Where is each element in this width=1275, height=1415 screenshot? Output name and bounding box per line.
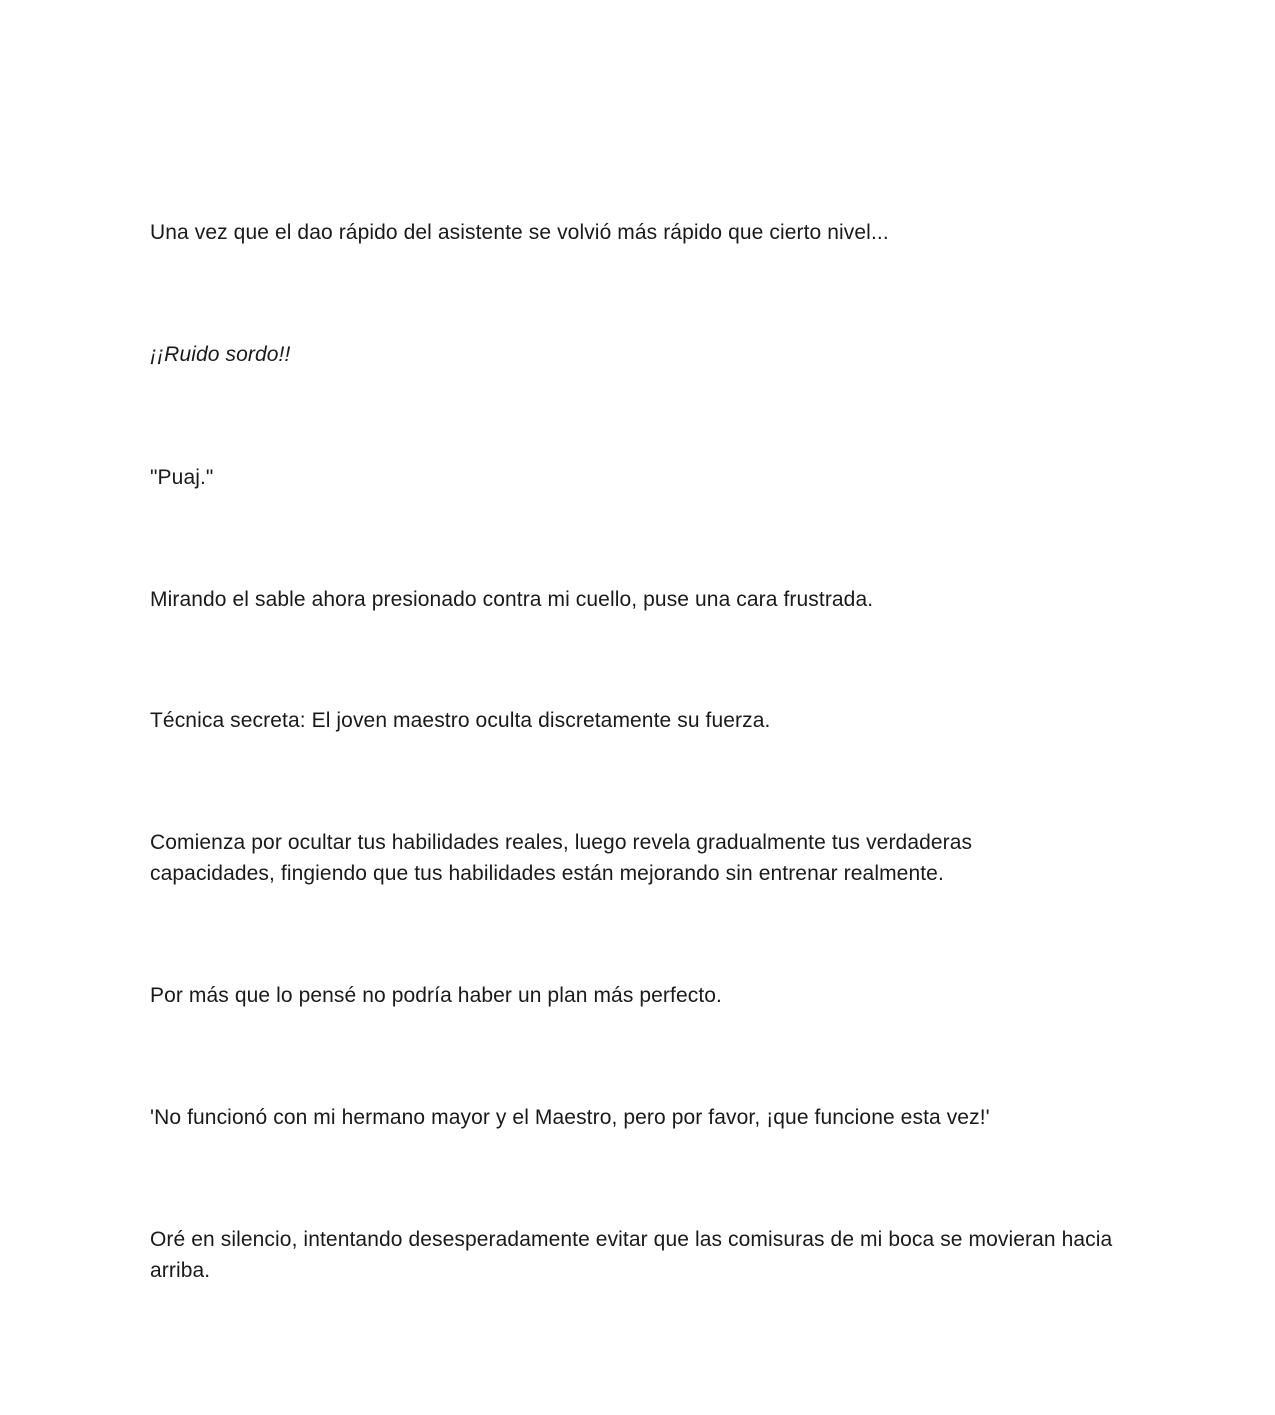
paragraph: Comienza por ocultar tus habilidades reales, luego revela gradualmente tus verdaderas capacidades, fingiendo que tus habilidades están mejorando sin entrenar realmente. bbox=[150, 831, 973, 885]
paragraph-dialogue: "Puaj." bbox=[150, 466, 214, 489]
paragraph: Por más que lo pensé no podría haber un plan más perfecto. bbox=[150, 984, 722, 1007]
paragraph: Mirando el sable ahora presionado contra mi cuello, puse una cara frustrada. bbox=[150, 588, 874, 611]
paragraph: Una vez que el dao rápido del asistente se volvió más rápido que cierto nivel... bbox=[150, 221, 889, 244]
paragraph: Técnica secreta: El joven maestro oculta discretamente su fuerza. bbox=[150, 709, 771, 732]
paragraph-thought: 'No funcionó con mi hermano mayor y el Maestro, pero por favor, ¡que funcione esta vez!' bbox=[150, 1106, 990, 1129]
paragraph-sound-effect: ¡¡Ruido sordo!! bbox=[150, 343, 291, 366]
paragraph: Oré en silencio, intentando desesperadamente evitar que las comisuras de mi boca se movieran hacia arriba. bbox=[150, 1228, 1113, 1282]
